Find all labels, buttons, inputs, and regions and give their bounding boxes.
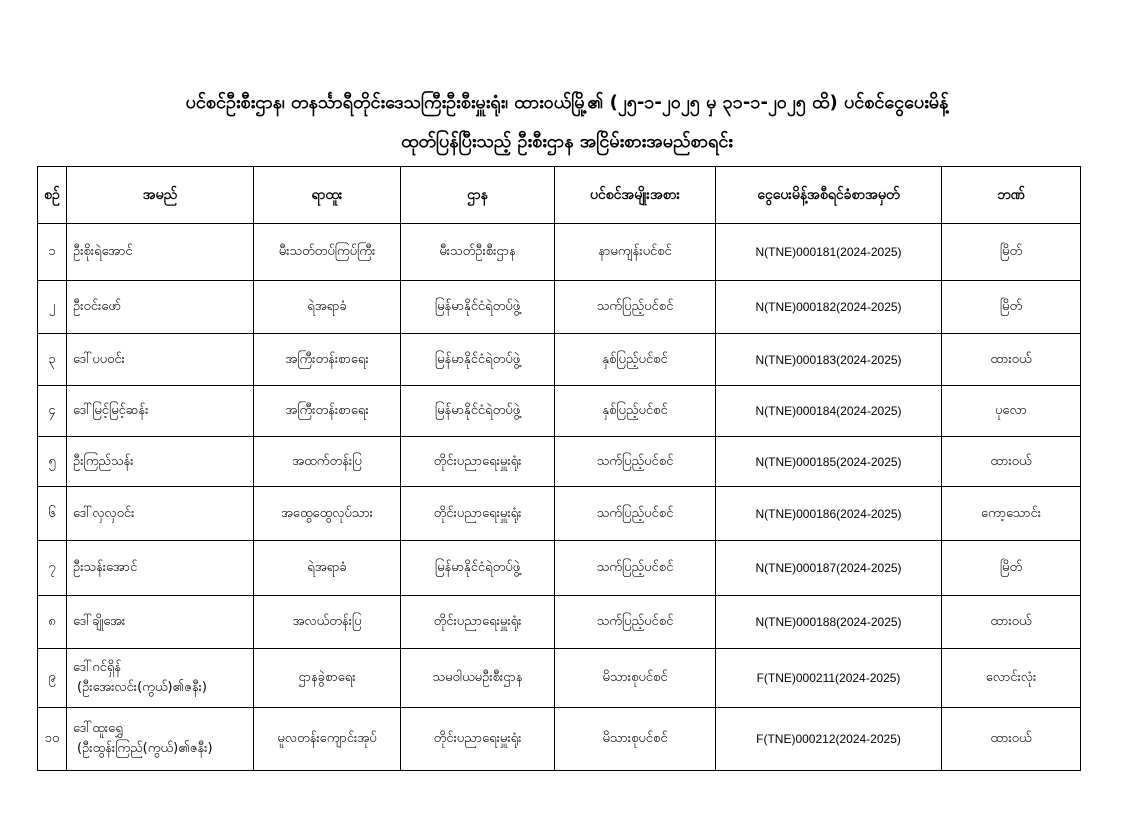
cell-name [67, 596, 254, 649]
cell-bank: လောင်းလုံး [942, 649, 1081, 708]
name-text: ဒေါ်ဂင်ရှိန် [73, 660, 122, 675]
cell-rank: အကြီးတန်းစာရေး [254, 334, 401, 386]
cell-no: ၈ [38, 596, 67, 649]
cell-license-number: N(TNE)000184(2024-2025) [716, 386, 942, 437]
name-text: ဦးဝင်းဖော် [73, 299, 122, 314]
name-text: ဒေါ်ပပဝင်း [73, 351, 125, 367]
cell-no: ၆ [38, 487, 67, 541]
cell-pension-type: သက်ပြည့်ပင်စင် [555, 437, 716, 487]
cell-no: ၁ [38, 224, 67, 281]
name-text: ဦးစိုးရဲအောင် [73, 244, 133, 259]
name-text: ဦးကြည်သန်း [73, 453, 134, 469]
table-row [38, 541, 1081, 596]
cell-bank: မြိတ် [942, 541, 1081, 596]
name-text: ဒေါ်ချိုအေး [73, 614, 126, 629]
header-name: အမည် [67, 167, 254, 224]
cell-bank: ထားဝယ် [942, 708, 1081, 771]
cell-license-number: N(TNE)000182(2024-2025) [716, 281, 942, 334]
cell-rank: မူလတန်းကျောင်းအုပ် [254, 708, 401, 771]
cell-department: မြန်မာနိုင်ငံရဲတပ်ဖွဲ့ [401, 334, 555, 386]
cell-bank: ထားဝယ် [942, 596, 1081, 649]
table-row [38, 649, 1081, 708]
header-department: ဌာန [401, 167, 555, 224]
cell-name [67, 437, 254, 487]
cell-bank: ထားဝယ် [942, 437, 1081, 487]
header-license-number: ငွေပေးမိန့်အစီရင်ခံစာအမှတ် [716, 167, 942, 224]
cell-bank: မြိတ် [942, 224, 1081, 281]
header-pension-type: ပင်စင်အမျိုးအစား [555, 167, 716, 224]
cell-license-number: N(TNE)000185(2024-2025) [716, 437, 942, 487]
cell-no: ၅ [38, 437, 67, 487]
cell-no: ၂ [38, 281, 67, 334]
cell-pension-type: သက်ပြည့်ပင်စင် [555, 596, 716, 649]
cell-rank: အကြီးတန်းစာရေး [254, 386, 401, 437]
cell-pension-type: သက်ပြည့်ပင်စင် [555, 487, 716, 541]
cell-pension-type: မိသားစုပင်စင် [555, 649, 716, 708]
cell-pension-type: မိသားစုပင်စင် [555, 708, 716, 771]
cell-name [67, 386, 254, 437]
cell-department: မြန်မာနိုင်ငံရဲတပ်ဖွဲ့ [401, 541, 555, 596]
cell-department: မြန်မာနိုင်ငံရဲတပ်ဖွဲ့ [401, 281, 555, 334]
table-row [38, 708, 1081, 771]
cell-pension-type: နာမကျန်းပင်စင် [555, 224, 716, 281]
cell-license-number: F(TNE)000211(2024-2025) [716, 649, 942, 708]
cell-pension-type: သက်ပြည့်ပင်စင် [555, 281, 716, 334]
name-spouse-note: (ဦးအေးလင်း(ကွယ်)၏ဇနီး) [77, 680, 207, 695]
cell-no: ၄ [38, 386, 67, 437]
cell-license-number: N(TNE)000181(2024-2025) [716, 224, 942, 281]
table-row [38, 334, 1081, 386]
cell-license-number: N(TNE)000186(2024-2025) [716, 487, 942, 541]
table-row [38, 437, 1081, 487]
cell-name [67, 541, 254, 596]
cell-department: သမဝါယမဦးစီးဌာန [401, 649, 555, 708]
cell-rank: ရဲအရာခံ [254, 281, 401, 334]
cell-license-number: N(TNE)000187(2024-2025) [716, 541, 942, 596]
cell-rank: ရဲအရာခံ [254, 541, 401, 596]
cell-name [67, 487, 254, 541]
cell-pension-type: နှစ်ပြည့်ပင်စင် [555, 334, 716, 386]
header-bank: ဘဏ် [942, 167, 1081, 224]
cell-pension-type: သက်ပြည့်ပင်စင် [555, 541, 716, 596]
name-text: ဒေါ်လှလှဝင်း [73, 505, 135, 521]
cell-license-number: F(TNE)000212(2024-2025) [716, 708, 942, 771]
cell-no: ၇ [38, 541, 67, 596]
cell-rank: အထွေထွေလုပ်သား [254, 487, 401, 541]
cell-department: မီးသတ်ဦးစီးဌာန [401, 224, 555, 281]
cell-pension-type: နှစ်ပြည့်ပင်စင် [555, 386, 716, 437]
name-text: ဦးသန်းအောင် [73, 560, 138, 575]
table-header-row [38, 167, 1081, 224]
cell-name [67, 281, 254, 334]
name-spouse-note: (ဦးထွန်းကြည်(ကွယ်)၏ဇနီး) [77, 741, 213, 756]
cell-bank: မြိတ် [942, 281, 1081, 334]
cell-license-number: N(TNE)000183(2024-2025) [716, 334, 942, 386]
cell-no: ၃ [38, 334, 67, 386]
document-title-line1: ပင်စင်ဦးစီးဌာန၊ တနင်္သာရီတိုင်းဒေသကြီးဦးစီးမှူးရုံး၊ ထားဝယ်မြို့၏ (၂၅-၁-၂၀၂၅ မှ ၃၁-၁-၂၀၂၅ ထိ) ပင်စင်ငွေပေးမိန့် [185, 92, 949, 113]
cell-name [67, 708, 254, 771]
cell-department: တိုင်းပညာရေးမှူးရုံး [401, 596, 555, 649]
cell-no: ၉ [38, 649, 67, 708]
cell-bank: ပုလော [942, 386, 1081, 437]
header-no: စဉ် [38, 167, 67, 224]
table-row [38, 386, 1081, 437]
cell-department: တိုင်းပညာရေးမှူးရုံး [401, 708, 555, 771]
cell-no: ၁၀ [38, 708, 67, 771]
cell-name [67, 224, 254, 281]
name-text: ဒေါ်ထူးရွှေ [73, 721, 123, 736]
cell-rank: ဌာနခွဲစာရေး [254, 649, 401, 708]
name-text: ဒေါ်မြင့်မြင့်ဆန်း [73, 403, 149, 418]
cell-bank: ထားဝယ် [942, 334, 1081, 386]
cell-department: တိုင်းပညာရေးမှူးရုံး [401, 487, 555, 541]
table-row [38, 224, 1081, 281]
cell-name [67, 334, 254, 386]
table-row [38, 596, 1081, 649]
pensioner-table [37, 166, 1081, 771]
document-title-line2: ထုတ်ပြန်ပြီးသည့် ဦးစီးဌာန အငြိမ်းစားအမည်စာရင်း [401, 131, 733, 152]
cell-department: မြန်မာနိုင်ငံရဲတပ်ဖွဲ့ [401, 386, 555, 437]
cell-rank: မီးသတ်တပ်ကြပ်ကြီး [254, 224, 401, 281]
cell-rank: အထက်တန်းပြ [254, 437, 401, 487]
table-row [38, 487, 1081, 541]
table-row [38, 281, 1081, 334]
cell-department: တိုင်းပညာရေးမှူးရုံး [401, 437, 555, 487]
header-rank: ရာထူး [254, 167, 401, 224]
cell-name [67, 649, 254, 708]
cell-rank: အလယ်တန်းပြ [254, 596, 401, 649]
cell-bank: ကော့သောင်း [942, 487, 1081, 541]
cell-license-number: N(TNE)000188(2024-2025) [716, 596, 942, 649]
